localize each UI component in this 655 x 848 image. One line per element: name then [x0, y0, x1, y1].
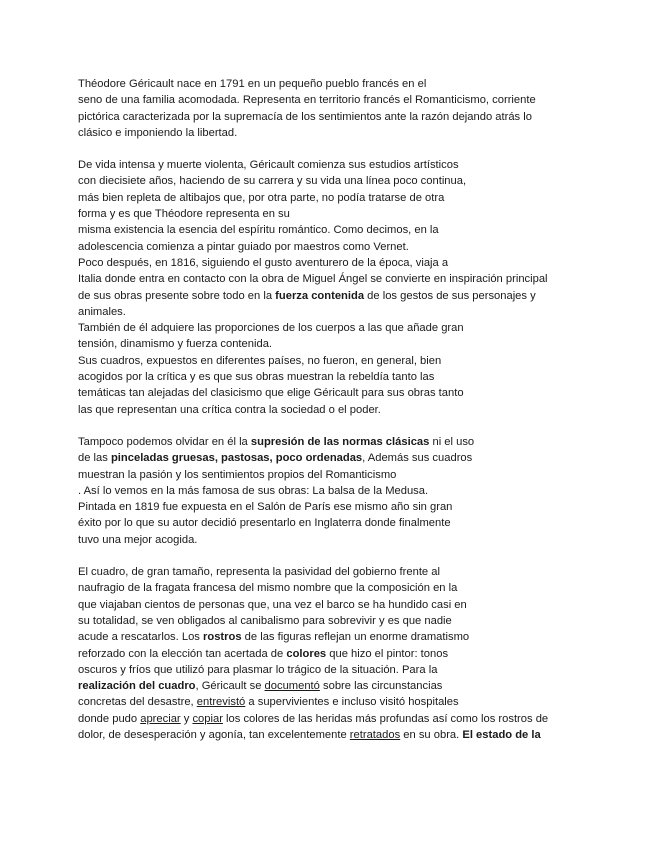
text-run: adolescencia comienza a pintar guiado por maestros como Vernet.: [78, 240, 409, 253]
text-run: Poco después, en 1816, siguiendo el gusto aventurero de la época, viaja a: [78, 256, 449, 269]
text-line: [78, 532, 648, 548]
text-line: [78, 580, 648, 596]
text-run: Tampoco podemos olvidar en él la: [78, 435, 251, 448]
text-run: Italia donde entra en contacto con la obra de Miguel Ángel se convierte en inspiración principal: [78, 273, 548, 286]
text-run: que viajaban cientos de personas que, una vez el barco se ha hundido casi en: [78, 598, 467, 611]
text-run: tensión, dinamismo y fuerza contenida.: [78, 338, 273, 351]
text-line: [78, 515, 648, 531]
text-run: las que representan una crítica contra la sociedad o el poder.: [78, 403, 381, 416]
text-line: [78, 206, 648, 222]
text-run: temáticas tan alejadas del clasicismo que elige Géricault para sus obras tanto: [78, 387, 464, 400]
text-line: [78, 92, 648, 108]
text-run: concretas del desastre,: [78, 696, 197, 709]
bold-text: rostros: [203, 631, 242, 644]
text-line: [78, 402, 648, 418]
text-line: [78, 483, 648, 499]
text-line: [78, 450, 648, 466]
text-line: [78, 109, 648, 125]
text-line: [78, 694, 648, 710]
text-line: [78, 255, 648, 271]
text-line: [78, 288, 648, 304]
text-run: , Géricault se: [195, 680, 265, 693]
text-run: en su obra.: [400, 728, 463, 741]
text-run: de las figuras reflejan un enorme dramatismo: [241, 631, 470, 644]
text-run: dolor, de desesperación y agonía, tan excelentemente: [78, 728, 350, 741]
text-run: más bien repleta de altibajos que, por otra parte, no podía tratarse de otra: [78, 191, 445, 204]
text-line: [78, 222, 648, 238]
text-line: [78, 711, 648, 727]
text-run: También de él adquiere las proporciones de los cuerpos a las que añade gran: [78, 322, 464, 335]
text-run: . Así lo vemos en la más famosa de sus obras: La balsa de la Medusa.: [78, 484, 429, 497]
text-run: El cuadro, de gran tamaño, representa la pasividad del gobierno frente al: [78, 566, 440, 579]
text-line: [78, 646, 648, 662]
text-run: tuvo una mejor acogida.: [78, 533, 198, 546]
text-run: Sus cuadros, expuestos en diferentes países, no fueron, en general, bien: [78, 354, 442, 367]
paragraph: [78, 157, 648, 418]
text-line: [78, 597, 648, 613]
text-line: [78, 727, 648, 743]
text-run: acude a rescatarlos. Los: [78, 631, 203, 644]
text-run: ni el uso: [429, 435, 475, 448]
text-run: pictórica caracterizada por la supremacía de los sentimientos ante la razón dejando atrás lo: [78, 110, 532, 123]
bold-text: supresión de las normas clásicas: [250, 435, 430, 448]
underlined-text: retratados: [349, 728, 401, 741]
text-line: [78, 564, 648, 580]
text-run: donde pudo: [78, 712, 141, 725]
underlined-text: copiar: [192, 712, 223, 725]
text-run: clásico e imponiendo la libertad.: [78, 126, 238, 139]
text-line: [78, 190, 648, 206]
text-line: [78, 499, 648, 515]
text-run: Théodore Géricault nace en 1791 en un pequeño pueblo francés en el: [78, 78, 427, 90]
text-run: de las: [78, 452, 111, 465]
text-run: seno de una familia acomodada. Representa en territorio francés el Romanticismo, corriente: [78, 94, 536, 107]
text-run: acogidos por la crítica y es que sus obras muestran la rebeldía tanto las: [78, 371, 435, 384]
text-line: [78, 353, 648, 369]
text-run: y: [180, 712, 193, 725]
text-line: [78, 304, 648, 320]
paragraph: [78, 564, 648, 743]
bold-text: realización del cuadro: [78, 680, 196, 693]
text-run: naufragio de la fragata francesa del mismo nombre que la composición en la: [78, 582, 458, 595]
text-run: que hizo el pintor: tonos: [326, 647, 449, 660]
underlined-text: apreciar: [140, 712, 181, 725]
text-run: su totalidad, se ven obligados al canibalismo para sobrevivir y es que nadie: [78, 614, 452, 627]
text-line: [78, 320, 648, 336]
document-page: [78, 76, 648, 759]
bold-text: pinceladas gruesas, pastosas, poco ordenadas: [110, 452, 363, 465]
underlined-text: documentó: [264, 680, 320, 693]
text-run: reforzado con la elección tan acertada de: [78, 647, 287, 660]
text-line: [78, 613, 648, 629]
text-line: [78, 173, 648, 189]
underlined-text: entrevistó: [196, 696, 246, 709]
text-line: [78, 125, 648, 141]
text-line: [78, 434, 648, 450]
text-line: [78, 629, 648, 645]
text-run: los colores de las heridas más profundas así como los rostros de: [222, 712, 549, 725]
text-line: [78, 385, 648, 401]
paragraph: [78, 76, 648, 141]
text-line: [78, 239, 648, 255]
bold-text: colores: [286, 647, 327, 660]
bold-text: El estado de la: [462, 728, 541, 741]
text-line: [78, 271, 648, 287]
text-run: muestran la pasión y los sentimientos propios del Romanticismo: [78, 468, 397, 481]
text-line: [78, 76, 648, 92]
text-line: [78, 157, 648, 173]
bold-text: fuerza contenida: [275, 289, 365, 302]
text-run: De vida intensa y muerte violenta, Géricault comienza sus estudios artísticos: [78, 159, 459, 172]
text-run: sobre las circunstancias: [319, 680, 443, 693]
text-run: animales.: [78, 305, 126, 318]
text-run: éxito por lo que su autor decidió presentarlo en Inglaterra donde finalmente: [78, 517, 451, 530]
text-run: Pintada en 1819 fue expuesta en el Salón de París ese mismo año sin gran: [78, 501, 453, 514]
paragraph: [78, 434, 648, 548]
text-line: [78, 678, 648, 694]
text-run: oscuros y fríos que utilizó para plasmar lo trágico de la situación. Para la: [78, 663, 438, 676]
text-run: , Además sus cuadros: [362, 452, 473, 465]
text-run: misma existencia la esencia del espíritu romántico. Como decimos, en la: [78, 224, 439, 237]
text-line: [78, 662, 648, 678]
text-line: [78, 336, 648, 352]
text-run: a supervivientes e incluso visitó hospitales: [245, 696, 459, 709]
text-run: con diecisiete años, haciendo de su carrera y su vida una línea poco continua,: [78, 175, 467, 188]
text-run: de sus obras presente sobre todo en la: [78, 289, 276, 302]
text-line: [78, 369, 648, 385]
text-line: [78, 467, 648, 483]
text-run: forma y es que Théodore representa en su: [78, 208, 290, 221]
text-run: de los gestos de sus personajes y: [364, 289, 536, 302]
